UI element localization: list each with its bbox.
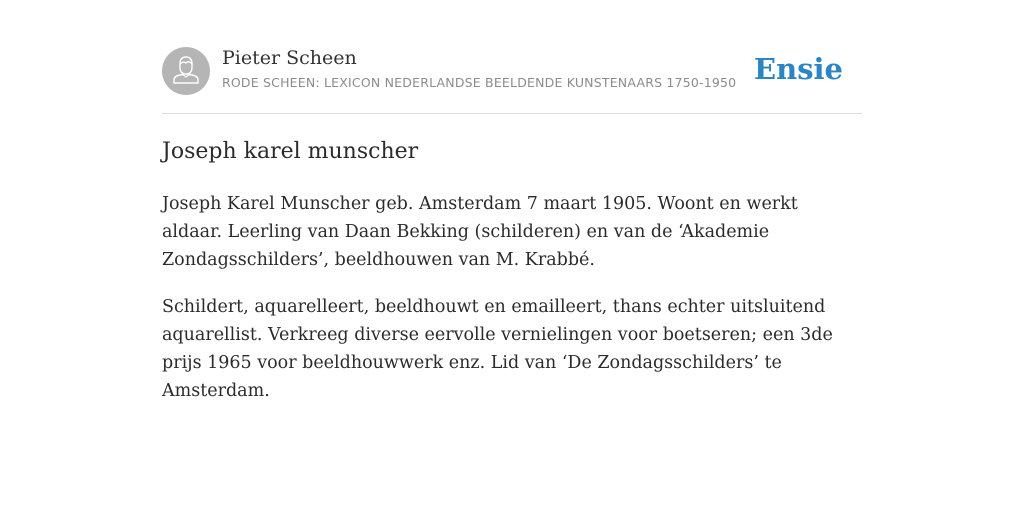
article-body	[162, 190, 862, 424]
article-title: Joseph karel munscher	[162, 139, 419, 164]
paragraph: Schildert, aquarelleert, beeldhouwt en emailleert, thans echter uitsluitend aquarellist. Verkreeg diverse eervolle vernielingen voor boetseren; een 3de prijs 1965 voor beeldhouwwerk enz. Lid van ‘De Zondagsschilders’ te Amsterdam.	[162, 297, 833, 401]
source-title[interactable]: RODE SCHEEN: LEXICON NEDERLANDSE BEELDENDE KUNSTENAARS 1750-1950	[222, 75, 737, 90]
user-silhouette-icon	[162, 47, 210, 95]
author-avatar[interactable]	[162, 47, 210, 95]
article-card	[162, 0, 862, 401]
ensie-logo[interactable]: Ensie	[754, 52, 843, 86]
author-name[interactable]: Pieter Scheen	[222, 47, 357, 69]
paragraph: Joseph Karel Munscher geb. Amsterdam 7 maart 1905. Woont en werkt aldaar. Leerling van Daan Bekking (schilderen) en van de ‘Akademie Zondagsschilders’, beeldhouwen van M. Krabbé.	[162, 194, 798, 270]
article-header	[162, 0, 862, 114]
